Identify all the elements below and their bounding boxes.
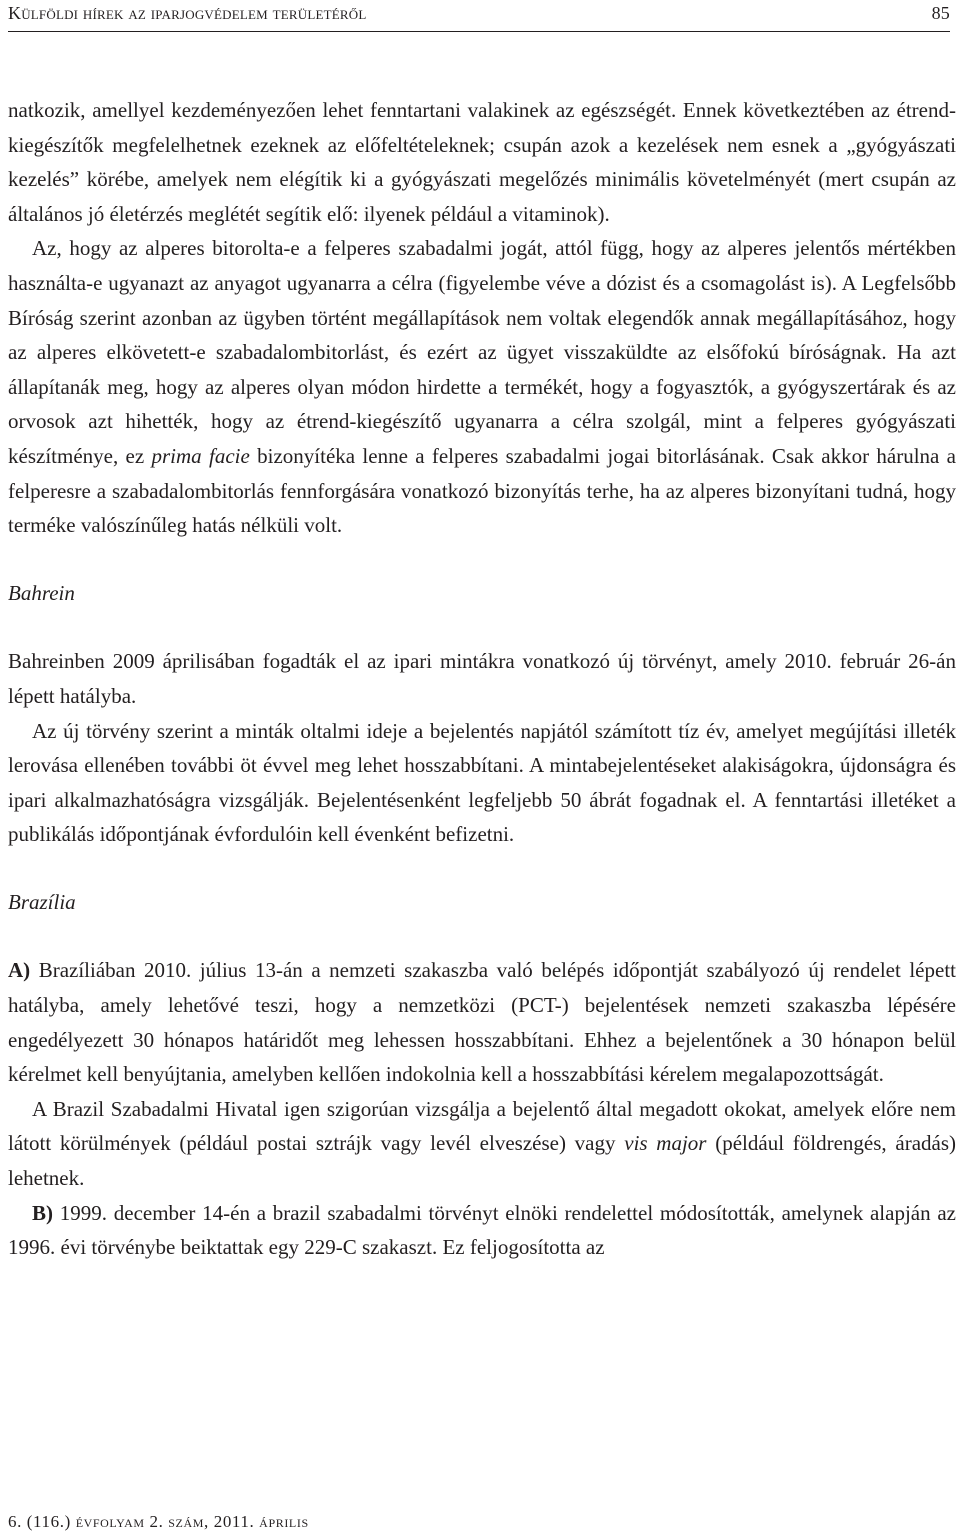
issue-footer: 6. (116.) évfolyam 2. szám, 2011. április [8, 1512, 309, 1531]
paragraph-brazilia-a-text: Brazíliában 2010. július 13-án a nemzeti szakaszba való belépés időpontját szabályozó új rendelet lépett hatályba, amely lehetővé teszi, hogy a nemzetközi (PCT-) bejelentések nemzeti szakaszba lépésére engedélyezett 30 hónapos határidőt meg lehessen hosszabbítani. Ehhez a bejelentőnek a 30 hónapon belül kérelmet kell benyújtania, amelyben kellően indokolnia kell a hosszabbítási kérelem megalapozottságát. [8, 958, 956, 1087]
running-title: Külföldi hírek az iparjogvédelem területéről [8, 3, 367, 23]
page-number: 85 [931, 3, 950, 23]
paragraph-infringement-italic: prima facie [151, 443, 250, 468]
section-heading-bahrein: Bahrein [8, 580, 75, 605]
paragraph-infringement-text-a: Az, hogy az alperes bitorolta-e a felperes szabadalmi jogát, attól függ, hogy az alperes jelentős mértékben használta-e ugyanazt az anyagot ugyanarra a célra (figyelembe véve a dózist és a csomagolást is). A Legfelsőbb Bíróság szerint azonban az ügyben történt megállapítások nem voltak elegendők annak megállapításához, hogy az alperes elkövetett-e szabadalombitorlást, és ezért az ügyet visszaküldte az elsőfokú bíróságnak. Ha azt állapítanák meg, hogy az alperes olyan módon hirdette a termékét, hogy a fogyasztók, a gyógyszertárak és az orvosok azt hihették, hogy az étrend-kiegészítő ugyanarra a célra szolgál, mint a felperes gyógyászati készítménye, ez [8, 236, 956, 468]
paragraph-brazilia-office-text-b: (például földrengés, áradás) lehetnek. [8, 1131, 956, 1191]
paragraph-infringement [8, 231, 956, 542]
item-label-a: A) [8, 958, 31, 983]
paragraph-bahrein-1: Bahreinben 2009 áprilisában fogadták el az ipari mintákra vonatkozó új törvényt, amely 2010. február 26-án lépett hatályba. [8, 649, 956, 708]
paragraph-brazilia-office-text-a: A Brazil Szabadalmi Hivatal igen szigorúan vizsgálja a bejelentő által megadott okokat, amelyek előre nem látott körülmények (például postai sztrájk vagy levél elveszése) vagy [8, 1096, 956, 1156]
article-body [8, 93, 956, 1265]
paragraph-infringement-text-b: bizonyítéka lenne a felperes szabadalmi jogai bitorlásának. Csak akkor hárulna a felperesre a szabadalombitorlás fennforgására vonatkozó bizonyítás terhe, ha az alperes bizonyítani tudná, hogy terméke valószínűleg hatás nélküli volt. [8, 443, 957, 538]
paragraph-brazilia-a [8, 953, 956, 1091]
paragraph-brazilia-office [8, 1092, 956, 1196]
item-label-b: B) [32, 1200, 53, 1225]
paragraph-continuation: natkozik, amellyel kezdeményezően lehet fenntartani valakinek az egészségét. Ennek következtében az étrend-kiegészítők megfelelhetnek ezeknek az előfeltételeknek; csupán azok a kezelések nem esnek a „gyógyászati kezelés” körébe, amelyek nem elégítik ki a gyógyászati megelőzés minimális követelményét (mert csupán az általános jó életérzés meglétét segítik elő: ilyenek például a vitaminok). [8, 98, 956, 226]
paragraph-brazilia-office-italic: vis major [624, 1131, 707, 1156]
spacer [8, 919, 956, 953]
paragraph-brazilia-b [8, 1196, 956, 1265]
section-heading-brazilia: Brazília [8, 889, 76, 914]
spacer [8, 852, 956, 885]
running-header [8, 1, 950, 32]
spacer [8, 610, 956, 644]
paragraph-bahrein-2: Az új törvény szerint a minták oltalmi ideje a bejelentés napjától számított tíz év, amelyet megújítási illeték lerovása ellenében további öt évvel meg lehet hosszabbítani. A mintabejelentéseket alakiságokra, újdonságra és ipari alkalmazhatóságra vizsgálják. Bejelentésenként legfeljebb 50 ábrát fogadnak el. A fenntartási illetéket a publikálás időpontjának évfordulóin kell évenként befizetni. [8, 718, 956, 847]
paragraph-brazilia-b-text: 1999. december 14-én a brazil szabadalmi törvényt elnöki rendelettel módosították, amelynek alapján az 1996. évi törvénybe beiktattak egy 229-C szakaszt. Ez feljogosította az [8, 1200, 956, 1260]
spacer [8, 543, 956, 576]
